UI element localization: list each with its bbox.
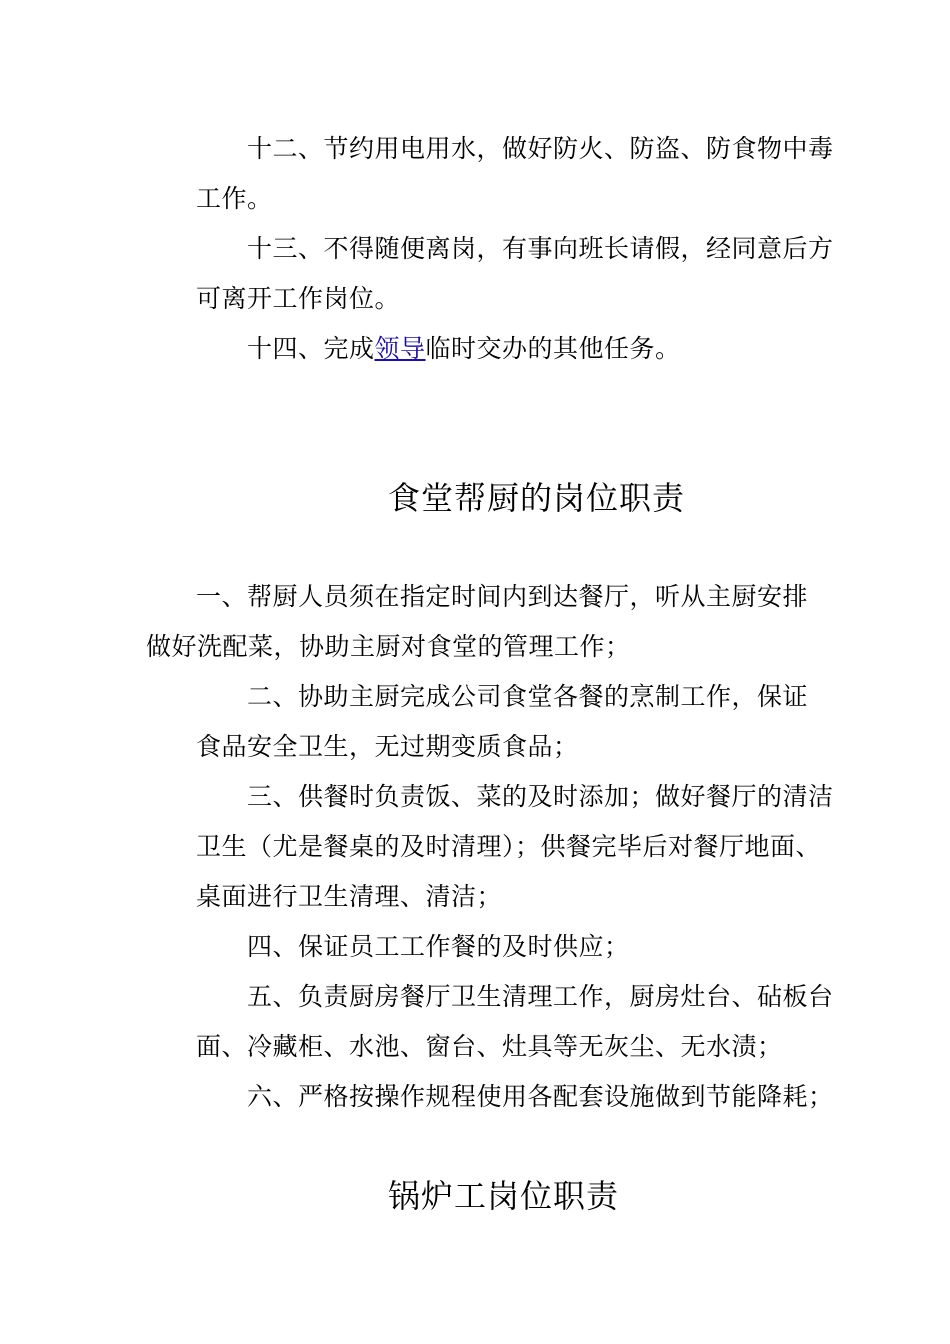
item-6-line-1: 六、严格按操作规程使用各配套设施做到节能降耗； <box>247 1082 834 1111</box>
section-title-kitchen-helper: 食堂帮厨的岗位职责 <box>388 479 686 517</box>
item-13-line-2: 可离开工作岗位。 <box>196 284 401 313</box>
item-1-line-2: 做好洗配菜，协助主厨对食堂的管理工作； <box>146 632 631 661</box>
item-4-line-1: 四、保证员工工作餐的及时供应； <box>247 932 630 961</box>
section-title-boiler-worker: 锅炉工岗位职责 <box>388 1177 620 1215</box>
item-5-line-2: 面、冷藏柜、水池、窗台、灶具等无灰尘、无水渍； <box>196 1032 783 1061</box>
item-14-text-after: 临时交办的其他任务。 <box>425 334 681 363</box>
item-5-line-1: 五、负责厨房餐厅卫生清理工作，厨房灶台、砧板台 <box>247 982 834 1011</box>
item-14-line-1 <box>247 332 681 366</box>
item-3-line-2: 卫生（尤是餐桌的及时清理）；供餐完毕后对餐厅地面、 <box>196 832 822 861</box>
item-2-line-2: 食品安全卫生，无过期变质食品； <box>196 732 579 761</box>
item-12-line-2: 工作。 <box>196 184 273 213</box>
item-12-line-1: 十二、节约用电用水，做好防火、防盗、防食物中毒 <box>247 134 834 163</box>
item-13-line-1: 十三、不得随便离岗，有事向班长请假，经同意后方 <box>247 234 834 263</box>
item-2-line-1: 二、协助主厨完成公司食堂各餐的烹制工作，保证 <box>247 682 809 711</box>
item-3-line-3: 桌面进行卫生清理、清洁； <box>196 882 503 911</box>
item-3-line-1: 三、供餐时负责饭、菜的及时添加；做好餐厅的清洁 <box>247 782 834 811</box>
item-14-text-before: 十四、完成 <box>247 334 375 363</box>
leader-link[interactable]: 领导 <box>374 334 426 363</box>
item-1-line-1: 一、帮厨人员须在指定时间内到达餐厅，听从主厨安排 <box>196 582 809 611</box>
